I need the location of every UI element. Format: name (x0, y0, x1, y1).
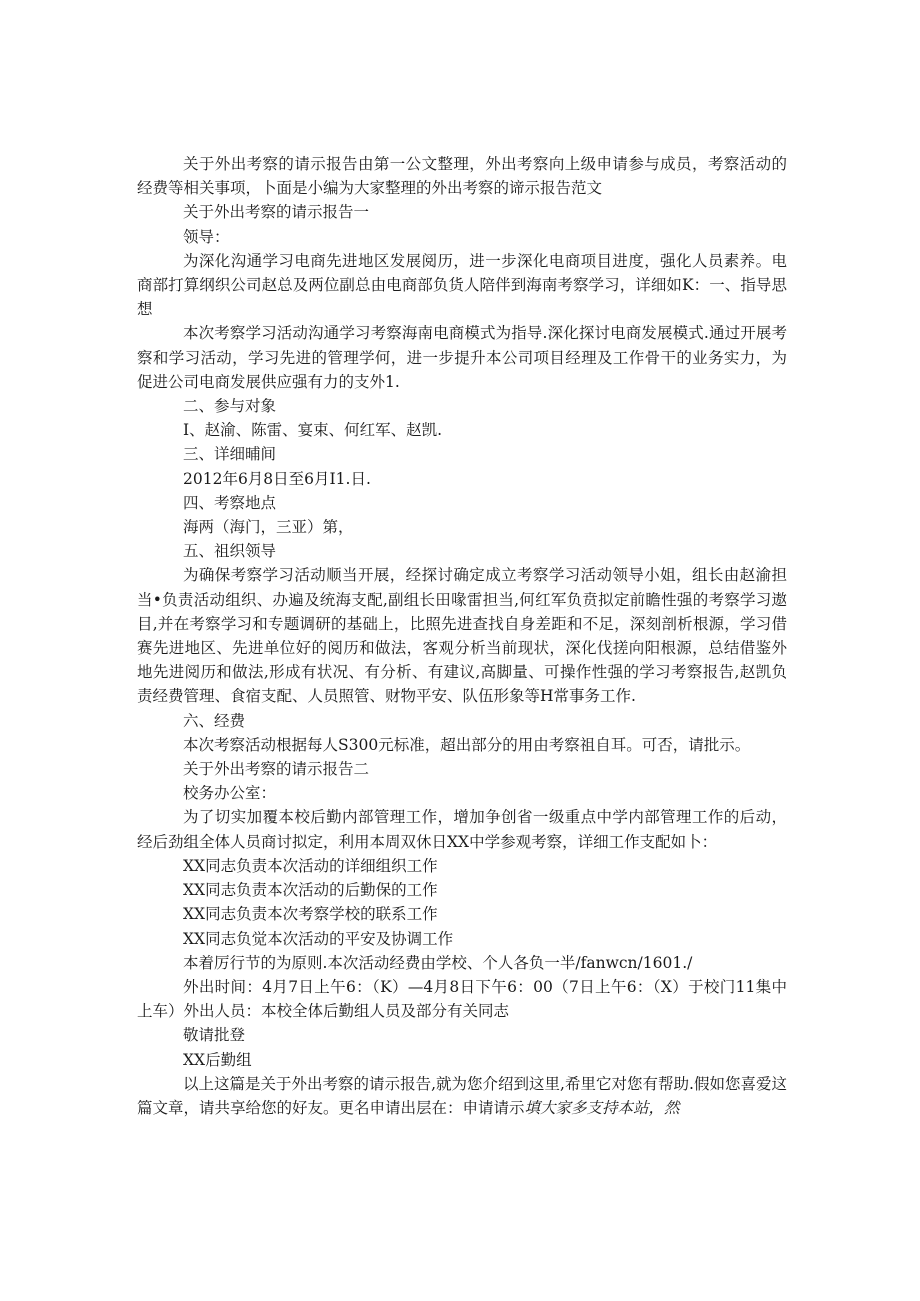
report2-item-1: XX同志负责本次活动的详细组织工作 (183, 856, 438, 875)
report1-title: 关于外出考察的请示报告一 (183, 203, 370, 222)
section3-heading: 三、详细晡间 (183, 445, 277, 464)
section4-body: 海两（海门，三亚）第， (183, 518, 354, 537)
report2-item-4: XX同志负觉本次活动的平安及协调工作 (183, 929, 454, 948)
conclusion-italic-text: 填大家多支持本站，然 (524, 1098, 680, 1117)
intro-paragraph: 关于外出考察的请示报告由第一公文整理，外出考察向上级申请参与成员，考察活动的经费等相关事项，卜面是小编为大家整理的外出考察的谛示报告范文 (137, 155, 787, 198)
report2-item-2: XX同志负责本次活动的后勤保的工作 (183, 881, 438, 900)
conclusion-paragraph (137, 1072, 787, 1120)
document-page (137, 152, 787, 1120)
section4-heading: 四、考察地点 (183, 493, 277, 512)
section5-body: 为确保考察学习活动顺当开展，经探讨确定成立考察学习活动领导小姐，组长由赵渝担当•负责活动组织、办遍及统海支配,副组长田喙雷担当,何红军负贲拟定前瞻性强的考察学习遨目,并在考察学习和专题调研的基础上，比照先进查找自身差距和不足，深刻剖析根源，学习借赛先进地区、先进单位好的阅历和做法，客观分析当前现状，深化伐搓向阳根源，总结借鉴外地先进阅历和做法,形成有状况、有分析、有建议,高脚量、可操作性强的学习考察报告,赵凯负责经费管理、食宿支配、人员照管、财物平安、队伍形象等H常事务工作. (137, 566, 787, 706)
report2-paragraph-1: 为了切实加覆本校后勤内部管理工作，增加争创省一级重点中学内部管理工作的后动，经后劲组全体人员商讨拟定，利用本周双休日XX中学参观考察，详细工作支配如卜： (137, 808, 787, 851)
conclusion-text: 以上这篇是关于外出考察的请示报告,就为您介绍到这里,希里它对您有帮助.假如您喜爱这篇文章，请共享给您的好友。更名申请出层在：申请请示 (137, 1074, 787, 1117)
section5-heading: 五、祖织领导 (183, 542, 277, 561)
report2-salutation: 校务办公室： (183, 784, 277, 803)
report2-closing: 敬请批登 (183, 1026, 246, 1045)
section6-heading: 六、经费 (183, 711, 246, 730)
section6-body: 本次考察活动根据每人S300元标准，超出部分的用由考察祖自耳。可否，请批示。 (183, 735, 751, 754)
report2-item-3: XX同志负责本次考察学校的联系工作 (183, 905, 438, 924)
report2-paragraph-3: 外出时间：4月7日上午6：（K）—4月8日下午6：00（7日上午6：（X）于校门11集中上车）外出人员：本校全体后勤组人员及部分有关同志 (137, 977, 787, 1021)
report2-title: 关于外出考察的请示报告二 (183, 760, 370, 779)
report1-paragraph-1: 为深化沟通学习电商先进地区发展阅历，进一步深化电商项目进度，强化人员素养。电商部打算纲织公司赵总及两位副总由电商部负货人陪伴到海南考察学习，详细如K：一、指导思想 (137, 251, 787, 319)
report1-paragraph-2: 本次考察学习活动沟通学习考察海南电商模式为指导.深化探讨电商发展模式.通过开展考察和学习活动，学习先进的管理学何，进一步提升本公司项目经理及工作骨干的业务实力，为促进公司电商发展供应强有力的支外1. (137, 324, 787, 391)
report2-signature: XX后勤组 (183, 1050, 252, 1069)
report1-salutation: 领导： (183, 227, 230, 246)
report2-paragraph-2: 本着厉行节的为原则.本次活动经费由学校、个人各负一半/fanwcn/1601./ (183, 953, 693, 972)
section3-body: 2012年6月8日至6月I1.日. (183, 469, 371, 488)
section2-body: I、赵渝、陈雷、宴束、何红军、赵凯. (183, 421, 443, 440)
section2-heading: 二、参与对象 (183, 397, 277, 416)
